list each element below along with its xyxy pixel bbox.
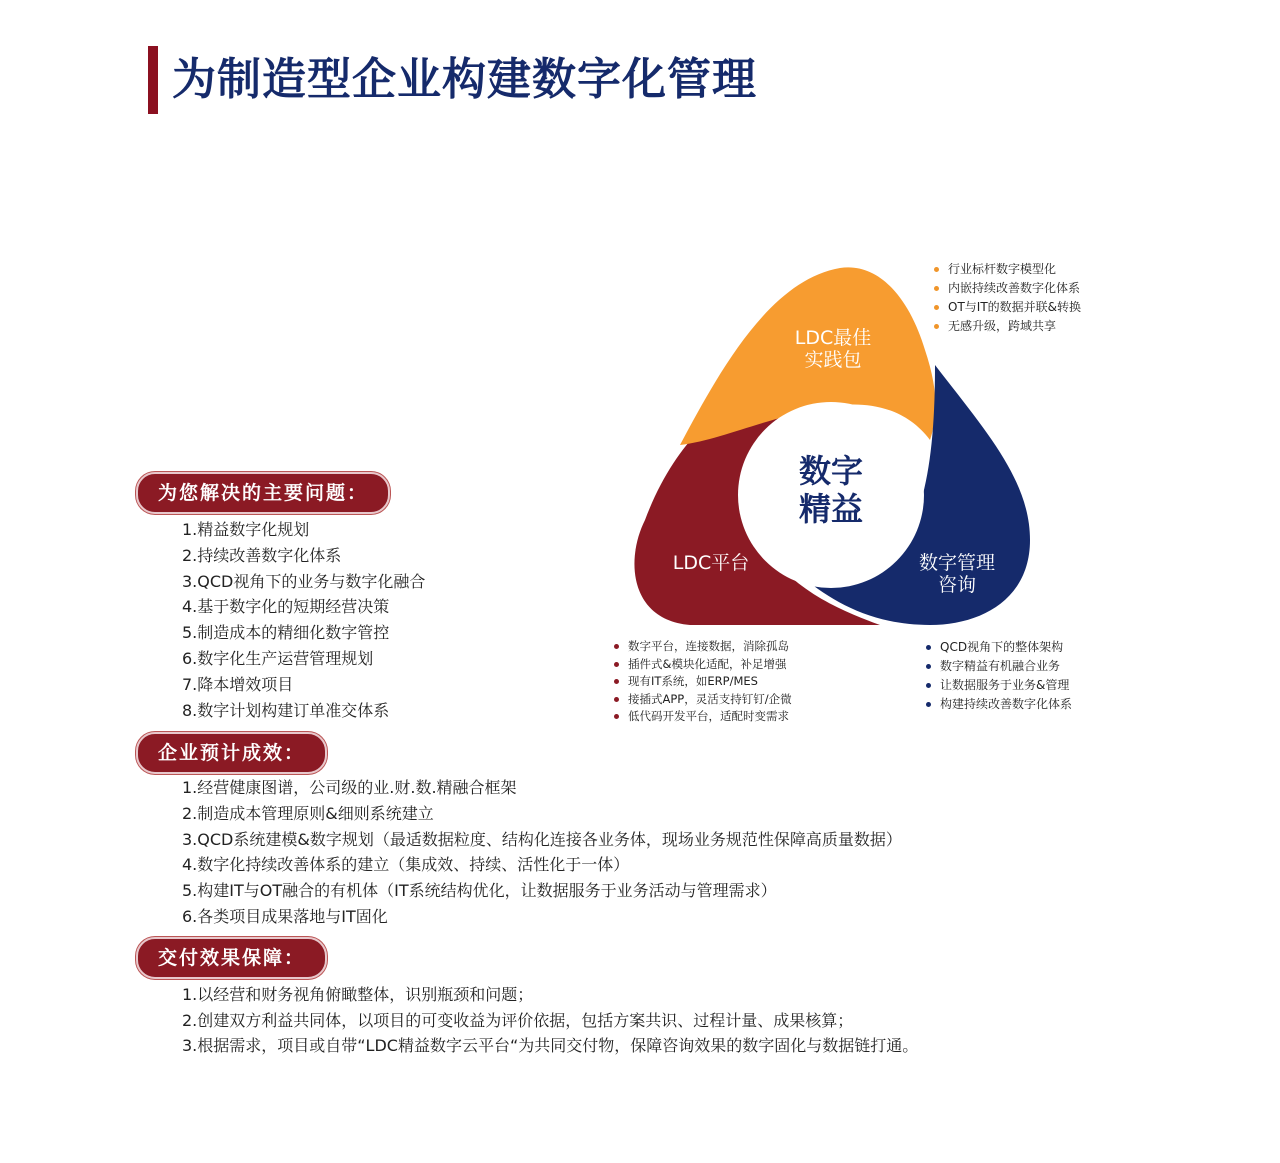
bullet-dot-icon: [614, 662, 619, 667]
bullet-dot-icon: [614, 697, 619, 702]
list-item: 2.制造成本管理原则&细则系统建立: [182, 803, 434, 823]
list-item: 7.降本增效项目: [182, 674, 294, 694]
list-item: 行业标杆数字模型化: [932, 260, 1081, 279]
page-title: 为制造型企业构建数字化管理: [172, 54, 757, 105]
list-item: 2.创建双方利益共同体，以项目的可变收益为评价依据，包括方案共识、过程计量、成果核算；: [182, 1010, 854, 1030]
list-item: 现有IT系统，如ERP/MES: [612, 673, 792, 691]
title-accent-bar: [148, 46, 158, 114]
center-label-1: 数字: [798, 452, 864, 490]
list-item: 2.持续改善数字化体系: [182, 545, 342, 565]
list-item: 插件式&模块化适配，补足增强: [612, 656, 792, 674]
list-item: 构建持续改善数字化体系: [924, 695, 1072, 714]
top-petal-label-1: LDC最佳: [794, 327, 872, 349]
list-item: 1.经营健康图谱，公司级的业.财.数.精融合框架: [182, 778, 517, 797]
list-item: 无感升级，跨域共享: [932, 317, 1081, 336]
list-item: OT与IT的数据并联&转换: [932, 298, 1081, 317]
right-petal-label-1: 数字管理: [918, 552, 996, 574]
list-item: 1.精益数字化规划: [182, 520, 310, 539]
bullet-dot-icon: [614, 644, 619, 649]
list-item: 接插式APP，灵活支持钉钉/企微: [612, 691, 792, 709]
bullet-dot-icon: [926, 702, 931, 707]
bullet-dot-icon: [614, 679, 619, 684]
bullet-dot-icon: [934, 286, 939, 291]
list-item: 让数据服务于业务&管理: [924, 676, 1072, 695]
list-item: 5.构建IT与OT融合的有机体（IT系统结构优化，让数据服务于业务活动与管理需求）: [182, 881, 777, 901]
section-heading-problems: 为您解决的主要问题：: [136, 472, 390, 514]
list-item: 内嵌持续改善数字化体系: [932, 279, 1081, 298]
section-heading-delivery: 交付效果保障：: [136, 937, 327, 979]
section-heading-results: 企业预计成效：: [136, 732, 327, 774]
list-item: 低代码开发平台，适配时变需求: [612, 708, 792, 726]
top-bullet-list: [932, 260, 1081, 336]
bullet-dot-icon: [926, 645, 931, 650]
bullet-dot-icon: [614, 714, 619, 719]
list-item: QCD视角下的整体架构: [924, 638, 1072, 657]
list-item: 4.基于数字化的短期经营决策: [182, 597, 390, 617]
right-bullet-list: [924, 638, 1072, 714]
bullet-dot-icon: [926, 664, 931, 669]
problems-list: [182, 517, 425, 723]
right-petal-label-2: 咨询: [937, 574, 977, 596]
bullet-dot-icon: [934, 305, 939, 310]
list-item: 4.数字化持续改善体系的建立（集成效、持续、活性化于一体）: [182, 855, 630, 875]
bullet-dot-icon: [926, 683, 931, 688]
list-item: 3.根据需求，项目或自带“LDC精益数字云平台“为共同交付物，保障咨询效果的数字固化与数据链打通。: [182, 1036, 919, 1055]
list-item: 数字平台，连接数据，消除孤岛: [612, 638, 792, 656]
list-item: 5.制造成本的精细化数字管控: [182, 623, 390, 643]
delivery-list: [182, 982, 918, 1059]
list-item: 3.QCD系统建模&数字规划（最适数据粒度、结构化连接各业务体，现场业务规范性保障高质量数据）: [182, 829, 902, 849]
list-item: 数字精益有机融合业务: [924, 657, 1072, 676]
bullet-dot-icon: [934, 324, 939, 329]
list-item: 1.以经营和财务视角俯瞰整体，识别瓶颈和问题；: [182, 985, 534, 1004]
left-bullet-list: [612, 638, 792, 726]
list-item: 6.各类项目成果落地与IT固化: [182, 906, 388, 926]
center-label-2: 精益: [798, 490, 864, 528]
list-item: 6.数字化生产运营管理规划: [182, 648, 374, 668]
results-list: [182, 775, 902, 930]
top-petal-label-2: 实践包: [804, 349, 862, 371]
bullet-dot-icon: [934, 267, 939, 272]
left-petal-label: LDC平台: [672, 552, 750, 574]
list-item: 3.QCD视角下的业务与数字化融合: [182, 571, 426, 591]
list-item: 8.数字计划构建订单准交体系: [182, 700, 390, 720]
